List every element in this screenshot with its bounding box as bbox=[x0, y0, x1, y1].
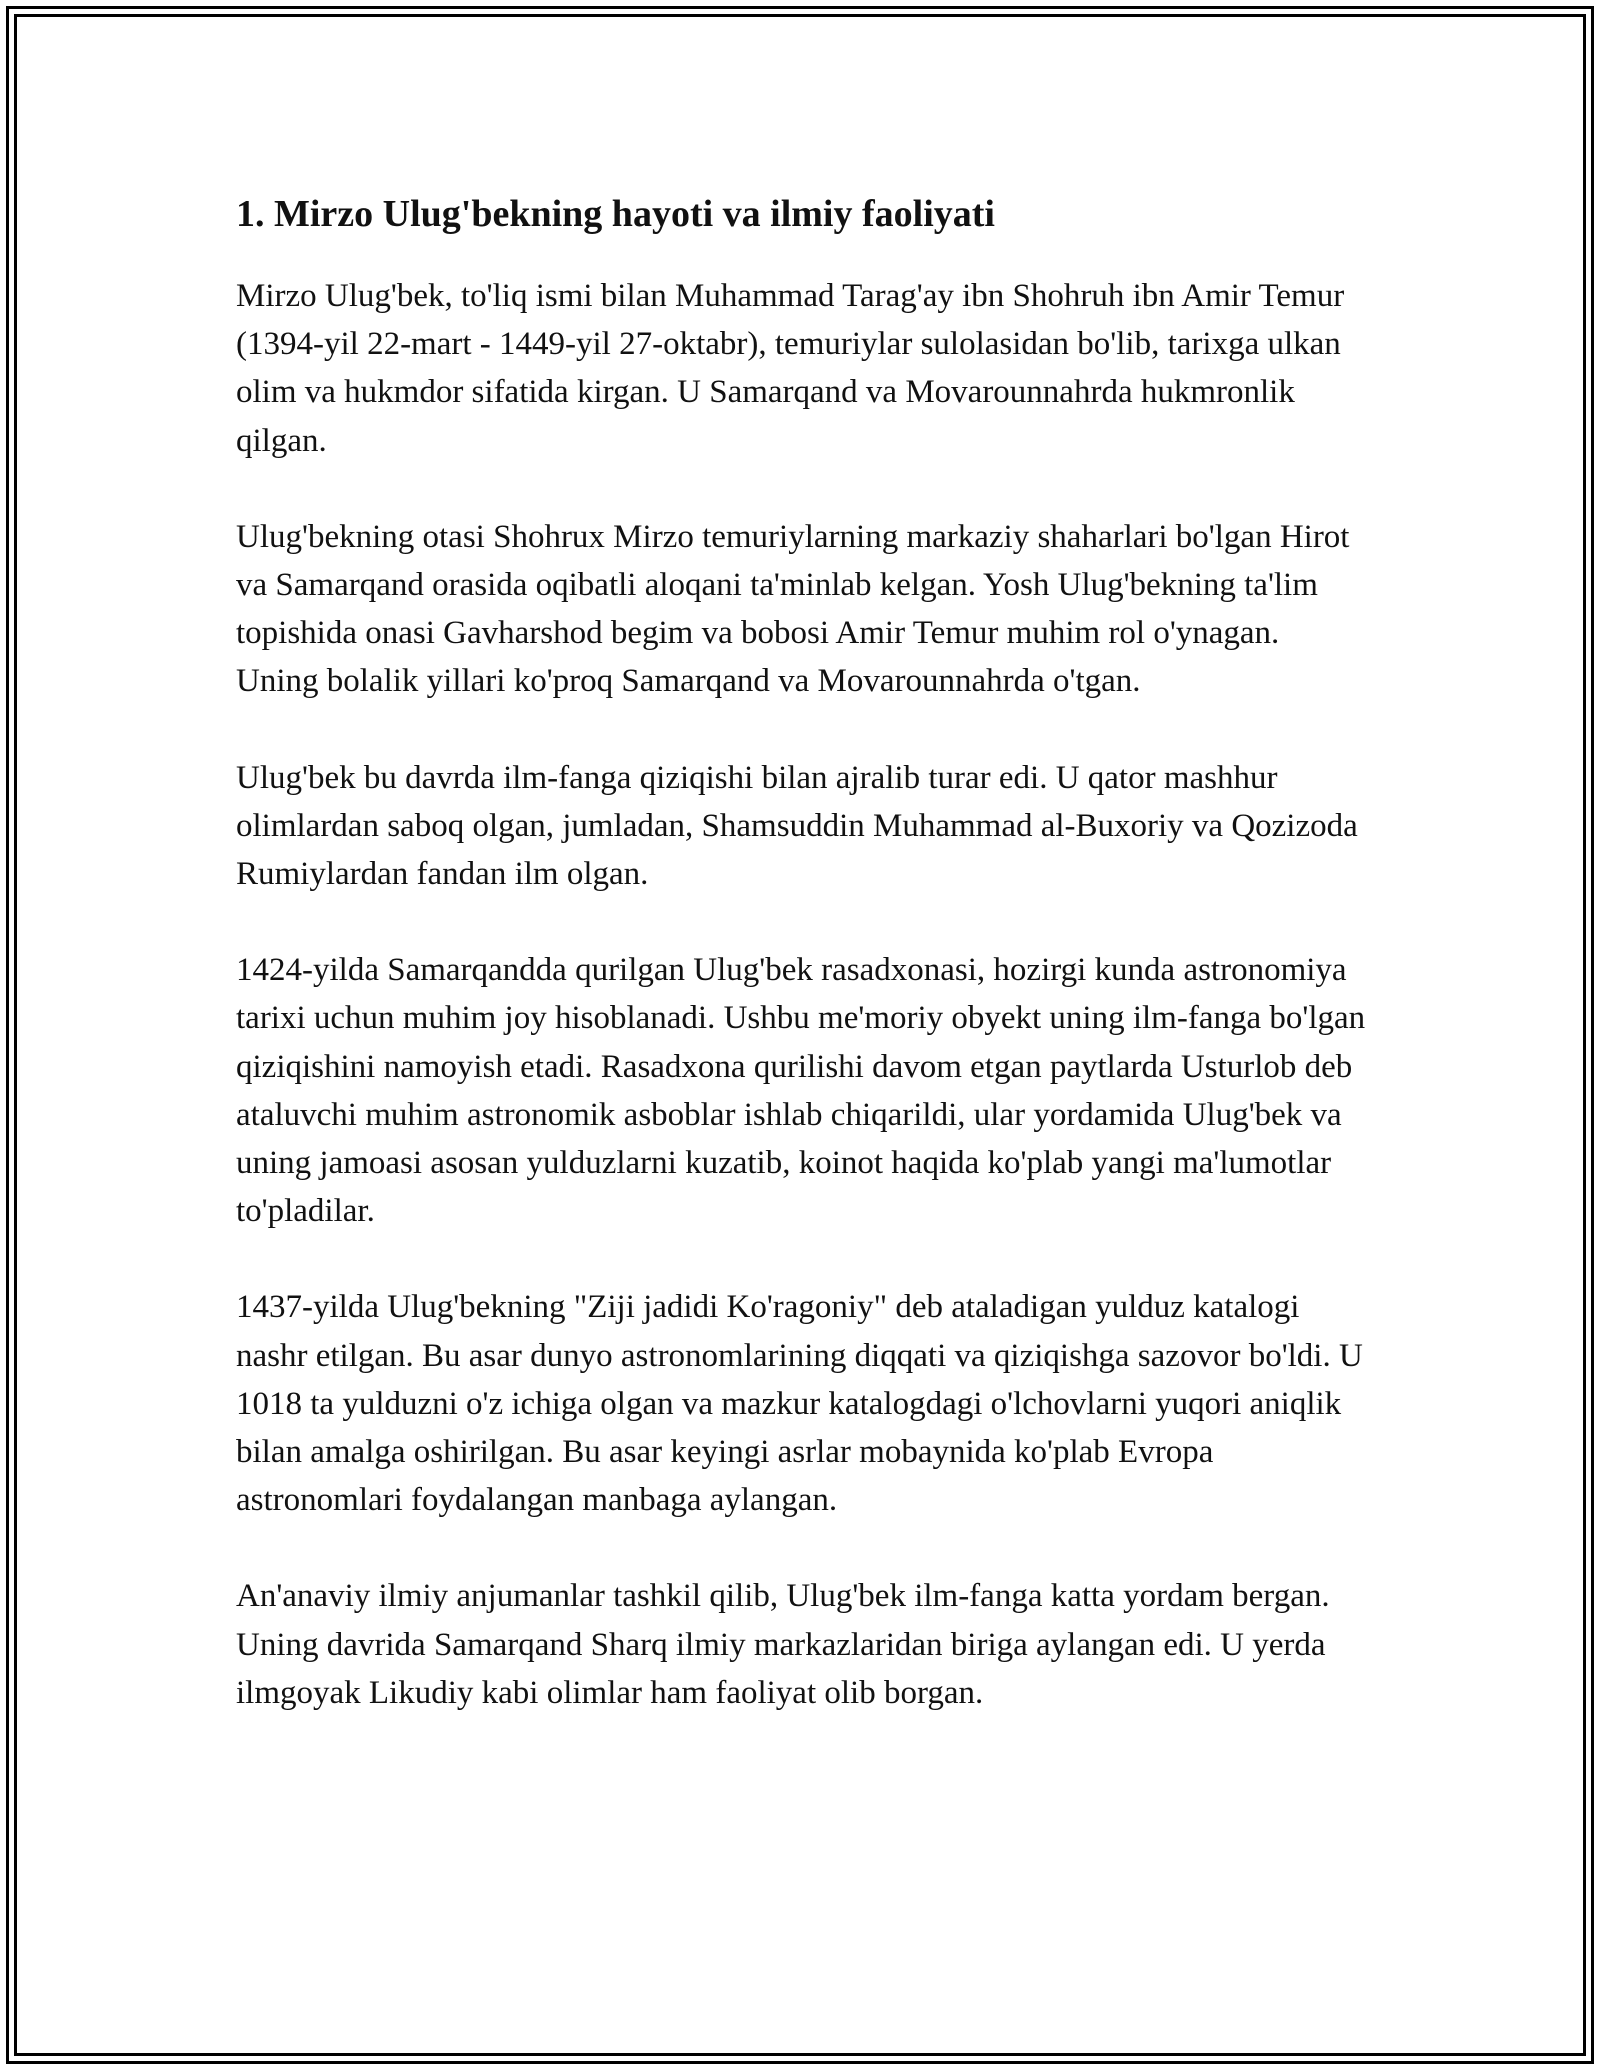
section-title: 1. Mirzo Ulug'bekning hayoti va ilmiy faoliyati bbox=[236, 193, 995, 235]
paragraph-star-catalog: 1437-yilda Ulug'bekning "Ziji jadidi Ko'ragoniy" deb ataladigan yulduz katalogi nashr etilgan. Bu asar dunyo astronomlarining diqqati va qiziqishga sazovor bo'ldi. U 1018 ta yulduzni o'z ichiga olgan va mazkur katalogdagi o'lchovlarni yuqori aniqlik bilan amalga oshirilgan. Bu asar keyingi asrlar mobaynida ko'plab Evropa astronomlari foydalangan manbaga aylangan. bbox=[236, 1289, 1363, 1519]
paragraph-family: Ulug'bekning otasi Shohrux Mirzo temuriylarning markaziy shaharlari bo'lgan Hirot va Samarqand orasida oqibatli aloqani ta'minlab kelgan. Yosh Ulug'bekning ta'lim topishida onasi Gavharshod begim va bobosi Amir Temur muhim rol o'ynagan. Uning bolalik yillari ko'proq Samarqand va Movarounnahrda o'tgan. bbox=[236, 518, 1350, 700]
paragraph-education: Ulug'bek bu davrda ilm-fanga qiziqishi bilan ajralib turar edi. U qator mashhur olimlardan saboq olgan, jumladan, Shamsuddin Muhammad al-Buxoriy va Qozizoda Rumiylardan fandan ilm olgan. bbox=[236, 759, 1358, 893]
document-body bbox=[236, 190, 1366, 1765]
paragraph-biography: Mirzo Ulug'bek, to'liq ismi bilan Muhammad Tarag'ay ibn Shohruh ibn Amir Temur (1394-yil 22-mart - 1449-yil 27-oktabr), temuriylar sulolasidan bo'lib, tarixga ulkan olim va hukmdor sifatida kirgan. U Samarqand va Movarounnahrda hukmronlik qilgan. bbox=[236, 278, 1345, 459]
paragraph-scientific-gatherings: An'anaviy ilmiy anjumanlar tashkil qilib, Ulug'bek ilm-fanga katta yordam bergan. Uning davrida Samarqand Sharq ilmiy markazlaridan biriga aylangan edi. U yerda ilmgoyak Likudiy kabi olimlar ham faoliyat olib borgan. bbox=[236, 1578, 1330, 1711]
paragraph-observatory: 1424-yilda Samarqandda qurilgan Ulug'bek rasadxonasi, hozirgi kunda astronomiya tarixi uchun muhim joy hisoblanadi. Ushbu me'moriy obyekt uning ilm-fanga bo'lgan qiziqishini namoyish etadi. Rasadxona qurilishi davom etgan paytlarda Usturlob deb ataluvchi muhim astronomik asboblar ishlab chiqarildi, ular yordamida Ulug'bek va uning jamoasi asosan yulduzlarni kuzatib, koinot haqida ko'plab yangi ma'lumotlar to'pladilar. bbox=[236, 952, 1366, 1230]
